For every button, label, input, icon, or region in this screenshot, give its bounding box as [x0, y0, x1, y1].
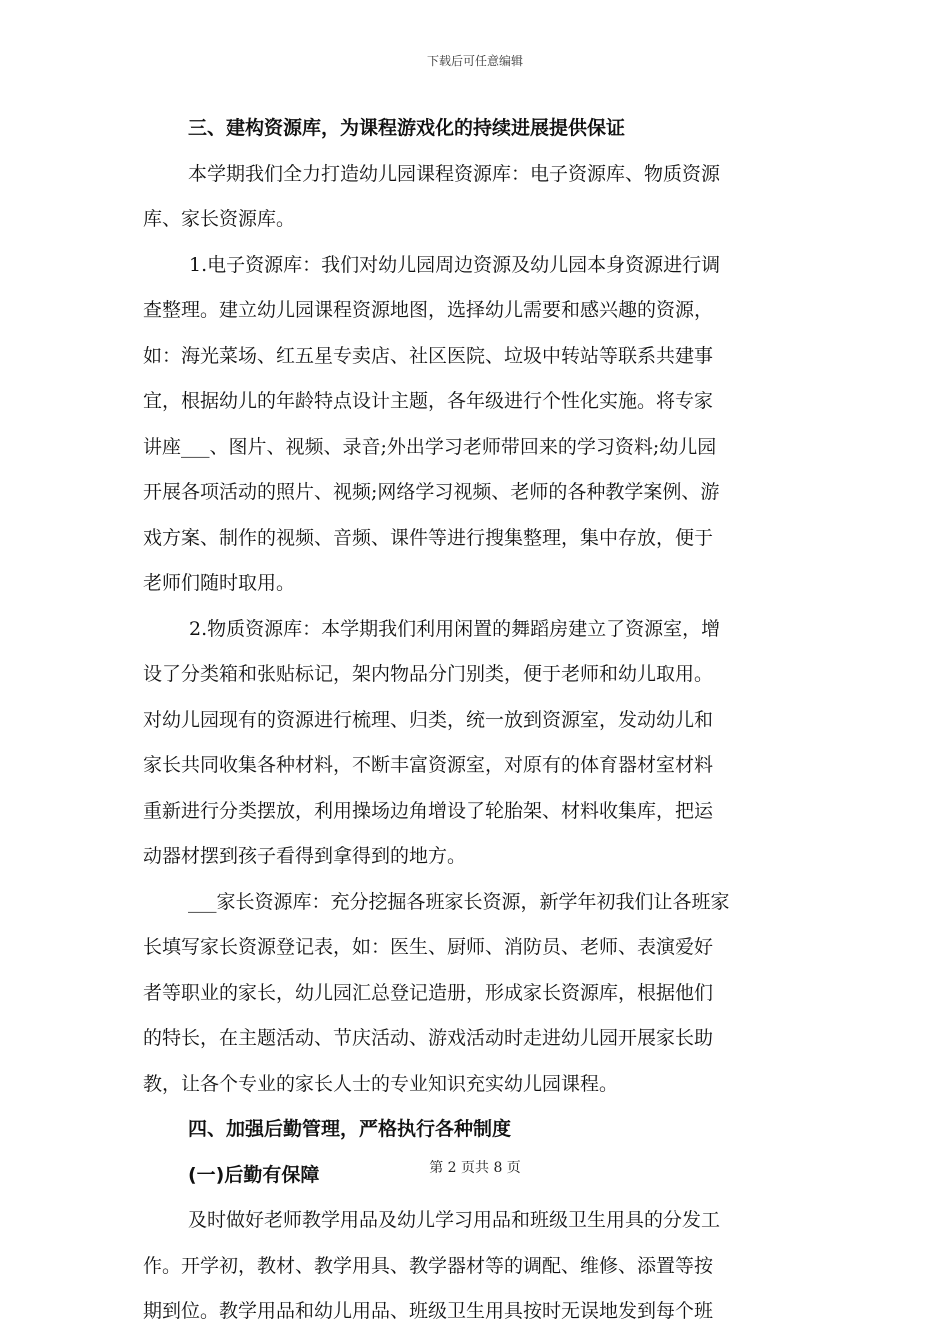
- section-heading: (一)后勤有保障: [188, 1163, 320, 1186]
- paragraph-line: 开展各项活动的照片、视频;网络学习视频、老师的各种教学案例、游: [143, 481, 720, 503]
- paragraph-line: 重新进行分类摆放，利用操场边角增设了轮胎架、材料收集库，把运: [143, 799, 714, 822]
- paragraph-line: 及时做好老师教学用品及幼儿学习用品和班级卫生用具的分发工: [188, 1209, 721, 1231]
- paragraph-line: 的特长，在主题活动、节庆活动、游戏活动时走进幼儿园开展家长助: [143, 1027, 714, 1049]
- paragraph-line: 老师们随时取用。: [143, 572, 296, 594]
- paragraph-line: 宜，根据幼儿的年龄特点设计主题，各年级进行个性化实施。将专家: [143, 390, 714, 412]
- paragraph-line: 如：海光菜场、红五星专卖店、社区医院、垃圾中转站等联系共建事: [143, 344, 714, 367]
- section-heading: 三、建构资源库，为课程游戏化的持续进展提供保证: [188, 117, 626, 139]
- paragraph-line: 2.物质资源库：本学期我们利用闲置的舞蹈房建立了资源室，增: [189, 617, 721, 640]
- paragraph-line: 作。开学初，教材、教学用具、教学器材等的调配、维修、添置等按: [143, 1254, 714, 1277]
- paragraph-line: 对幼儿园现有的资源进行梳理、归类，统一放到资源室，发动幼儿和: [143, 708, 714, 731]
- paragraph-line: 讲座___、图片、视频、录音;外出学习老师带回来的学习资料;幼儿园: [143, 435, 717, 458]
- paragraph-line: 教，让各个专业的家长人士的专业知识充实幼儿园课程。: [143, 1072, 619, 1095]
- paragraph-line: ___家长资源库：充分挖掘各班家长资源，新学年初我们让各班家: [188, 890, 730, 913]
- paragraph-line: 1.电子资源库：我们对幼儿园周边资源及幼儿园本身资源进行调: [189, 253, 721, 276]
- paragraph-line: 查整理。建立幼儿园课程资源地图，选择幼儿需要和感兴趣的资源，: [143, 299, 714, 321]
- paragraph-line: 者等职业的家长，幼儿园汇总登记造册，形成家长资源库，根据他们: [143, 981, 714, 1004]
- paragraph-line: 戏方案、制作的视频、音频、课件等进行搜集整理，集中存放，便于: [143, 526, 714, 549]
- paragraph-line: 家长共同收集各种材料，不断丰富资源室，对原有的体育器材室材料: [143, 754, 714, 776]
- section-heading: 四、加强后勤管理，严格执行各种制度: [188, 1118, 512, 1140]
- paragraph-line: 动器材摆到孩子看得到拿得到的地方。: [143, 845, 467, 867]
- paragraph-line: 本学期我们全力打造幼儿园课程资源库：电子资源库、物质资源: [188, 162, 721, 185]
- page-footer: 第 2 页共 8 页: [429, 1160, 521, 1176]
- page-header: 下载后可任意编辑: [426, 54, 523, 68]
- document-body: [143, 106, 811, 1335]
- paragraph-line: 库、家长资源库。: [143, 208, 296, 230]
- paragraph-line: 期到位。教学用品和幼儿用品、班级卫生用具按时无误地发到每个班: [143, 1300, 714, 1322]
- paragraph-line: 设了分类箱和张贴标记，架内物品分门别类，便于老师和幼儿取用。: [143, 663, 714, 685]
- paragraph-line: 长填写家长资源登记表，如：医生、厨师、消防员、老师、表演爱好: [143, 936, 714, 958]
